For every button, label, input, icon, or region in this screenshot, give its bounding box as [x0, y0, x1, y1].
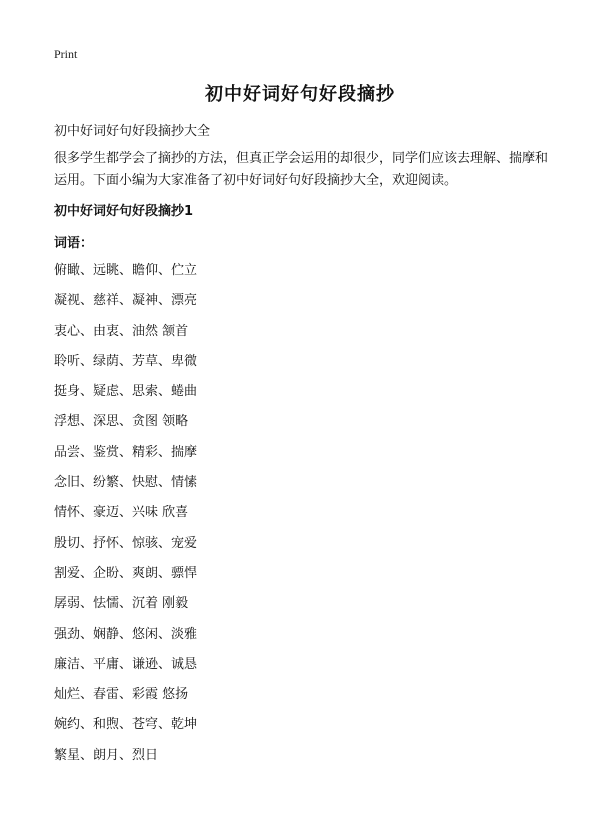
word-row: 强劲、娴静、悠闲、淡雅: [54, 626, 198, 642]
word-row: 聆听、绿荫、芳草、卑微: [54, 353, 198, 369]
intro-paragraph: 很多学生都学会了摘抄的方法，但真正学会运用的却很少，同学们应该去理解、揣摩和运用。下面小编为大家准备了初中好词好句好段摘抄大全，欢迎阅读。: [54, 151, 549, 188]
print-label: Print: [54, 47, 78, 61]
section-heading: 初中好词好句好段摘抄1: [54, 204, 194, 219]
word-row: 割爱、企盼、爽朗、骠悍: [54, 565, 198, 581]
word-row: 凝视、慈祥、凝神、漂亮: [54, 293, 198, 309]
word-row: 俯瞰、远眺、瞻仰、伫立: [54, 263, 198, 278]
word-row: 衷心、由衷、油然 颔首: [54, 323, 189, 339]
word-list: [54, 262, 197, 777]
subtitle: 初中好词好句好段摘抄大全: [54, 124, 211, 139]
word-row: 灿烂、春雷、彩霞 悠扬: [54, 687, 189, 703]
page-title: 初中好词好句好段摘抄: [205, 84, 395, 105]
word-row: 孱弱、怯懦、沉着 刚毅: [54, 596, 189, 612]
word-row: 念旧、纷繁、快慰、情愫: [54, 475, 198, 491]
word-row: 繁星、朗月、烈日: [54, 747, 159, 763]
word-row: 品尝、鉴赏、精彩、揣摩: [54, 444, 198, 460]
word-row: 挺身、疑虑、思索、蜷曲: [54, 384, 198, 400]
word-row: 廉洁、平庸、谦逊、诚恳: [54, 656, 198, 672]
word-row: 殷切、抒怀、惊骇、宠爱: [54, 535, 198, 551]
word-row: 浮想、深思、贪图 领略: [54, 414, 189, 430]
word-row: 情怀、豪迈、兴味 欣喜: [54, 505, 189, 521]
words-label: 词语：: [54, 236, 94, 251]
word-row: 婉约、和煦、苍穹、乾坤: [54, 717, 198, 733]
